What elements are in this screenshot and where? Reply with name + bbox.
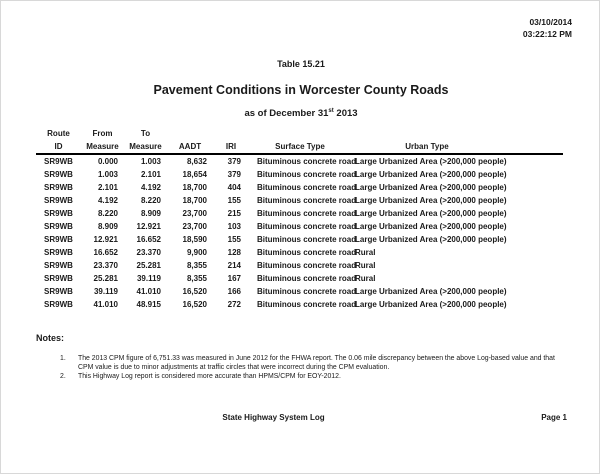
column-header-surface-type: Surface Type (249, 141, 351, 155)
table-cell: Large Urbanized Area (>200,000 people) (355, 222, 507, 231)
table-row (36, 168, 563, 181)
table-cell: 8,355 (186, 261, 207, 270)
column-header-spacer-4 (351, 128, 563, 141)
table-cell: Bituminous concrete road (257, 248, 357, 257)
table-row (36, 220, 563, 233)
table-header-row-2 (36, 141, 563, 155)
table-cell: 18,590 (182, 235, 207, 244)
table-cell: 23.370 (136, 248, 161, 257)
table-cell: 1.003 (140, 157, 161, 166)
table-row (36, 154, 563, 168)
table-cell: Bituminous concrete road (257, 183, 357, 192)
table-cell: 404 (227, 183, 241, 192)
table-cell: 4.192 (140, 183, 161, 192)
table-cell: SR9WB (44, 248, 73, 257)
column-header-urban-type: Urban Type (351, 141, 563, 155)
table-cell: 379 (227, 157, 241, 166)
table-cell: SR9WB (44, 274, 73, 283)
table-row (36, 259, 563, 272)
subtitle-prefix: as of December 31 (244, 108, 329, 119)
table-cell: 214 (227, 261, 241, 270)
table-cell: Bituminous concrete road (257, 209, 357, 218)
table-cell: Large Urbanized Area (>200,000 people) (355, 300, 507, 309)
table-cell: SR9WB (44, 157, 73, 166)
table-cell: 23,700 (182, 222, 207, 231)
table-cell: 4.192 (97, 196, 118, 205)
column-header-route-line2: ID (36, 141, 81, 155)
table-cell: Bituminous concrete road (257, 274, 357, 283)
note-item (60, 354, 566, 372)
table-cell: 25.281 (136, 261, 161, 270)
footer-page-number: Page 1 (541, 413, 567, 422)
table-cell: 8,632 (186, 157, 207, 166)
column-header-spacer-2 (213, 128, 249, 141)
table-cell: 16.652 (136, 235, 161, 244)
table-cell: Bituminous concrete road (257, 287, 357, 296)
print-datetime (523, 17, 572, 40)
table-cell: 18,700 (182, 196, 207, 205)
note-text: This Highway Log report is considered more accurate than HPMS/CPM for EOY-2012. (78, 373, 341, 380)
table-cell: 16,520 (182, 287, 207, 296)
table-cell: Bituminous concrete road (257, 300, 357, 309)
table-cell: Large Urbanized Area (>200,000 people) (355, 287, 507, 296)
table-cell: SR9WB (44, 222, 73, 231)
column-header-route-line1: Route (47, 129, 70, 138)
table-header (36, 128, 563, 154)
table-cell: SR9WB (44, 300, 73, 309)
table-cell: Rural (355, 274, 376, 283)
table-cell: 41.010 (93, 300, 118, 309)
table-cell: Large Urbanized Area (>200,000 people) (355, 235, 507, 244)
footer-document-title: State Highway System Log (222, 413, 325, 422)
table-cell: 25.281 (93, 274, 118, 283)
table-cell: 8.909 (140, 209, 161, 218)
table-cell: 16,520 (182, 300, 207, 309)
table-row (36, 207, 563, 220)
print-time: 03:22:12 PM (522, 28, 572, 39)
table-cell: 39.119 (93, 287, 118, 296)
table-cell: Bituminous concrete road (257, 222, 357, 231)
table-cell: 1.003 (97, 170, 118, 179)
table-header-row-1 (36, 128, 563, 141)
report-subtitle (1, 108, 600, 119)
subtitle-suffix: 2013 (333, 108, 358, 119)
table-cell: 103 (227, 222, 241, 231)
pavement-conditions-table (36, 128, 563, 311)
table-body (36, 154, 563, 311)
table-cell: SR9WB (44, 235, 73, 244)
table-row (36, 272, 563, 285)
table-row (36, 285, 563, 298)
table-cell: 379 (227, 170, 241, 179)
notes-heading: Notes: (36, 333, 65, 343)
column-header-from-line1: From (92, 129, 113, 138)
table-cell: 23,700 (182, 209, 207, 218)
table-cell: 167 (227, 274, 241, 283)
table-cell: Large Urbanized Area (>200,000 people) (355, 209, 507, 218)
table-cell: SR9WB (44, 196, 73, 205)
table-cell: Large Urbanized Area (>200,000 people) (355, 157, 507, 166)
column-header-aadt: AADT (167, 141, 213, 155)
table-cell: 166 (227, 287, 241, 296)
table-cell: 23.370 (93, 261, 118, 270)
table-cell: 8,355 (186, 274, 207, 283)
table-cell: Rural (355, 248, 376, 257)
column-header-spacer-3 (249, 128, 351, 141)
column-header-from-line2: Measure (81, 141, 124, 155)
table-cell: Bituminous concrete road (257, 157, 357, 166)
table-cell: 2.101 (140, 170, 161, 179)
notes-list (60, 354, 566, 381)
table-cell: 18,654 (182, 170, 207, 179)
table-cell: 12.921 (136, 222, 161, 231)
table-row (36, 194, 563, 207)
note-text: The 2013 CPM figure of 6,751.33 was measured in June 2012 for the FHWA report. The 0.06 mile discrepancy between the above Log-based value and that CPM value is due to minor adjustments at traffic circles that were incorrect during the CPM evaluation. (78, 355, 555, 371)
table-cell: 16.652 (93, 248, 118, 257)
table-cell: SR9WB (44, 183, 73, 192)
table-cell: 272 (227, 300, 241, 309)
table-cell: 128 (227, 248, 241, 257)
table-row (36, 181, 563, 194)
table-number-label: Table 15.21 (277, 59, 325, 69)
table-cell: 41.010 (136, 287, 161, 296)
note-number: 2. (60, 373, 66, 380)
table-cell: 8.220 (97, 209, 118, 218)
table-cell: Large Urbanized Area (>200,000 people) (355, 183, 507, 192)
table-cell: Large Urbanized Area (>200,000 people) (355, 196, 507, 205)
table-cell: 215 (227, 209, 241, 218)
note-number: 1. (60, 355, 66, 362)
table-cell: SR9WB (44, 261, 73, 270)
table-cell: Bituminous concrete road (257, 170, 357, 179)
table-cell: Large Urbanized Area (>200,000 people) (355, 170, 507, 179)
table-cell: SR9WB (44, 209, 73, 218)
table-cell: Rural (355, 261, 376, 270)
table-cell: Bituminous concrete road (257, 235, 357, 244)
table-cell: 12.921 (93, 235, 118, 244)
column-header-iri: IRI (213, 141, 249, 155)
table-row (36, 233, 563, 246)
table-cell: SR9WB (44, 287, 73, 296)
column-header-to-line1: To (140, 129, 151, 138)
table-cell: 0.000 (97, 157, 118, 166)
subtitle-superscript: st (328, 107, 334, 114)
table-cell: Bituminous concrete road (257, 196, 357, 205)
table-cell: 9,900 (186, 248, 207, 257)
column-header-to-line2: Measure (124, 141, 167, 155)
table-cell: 8.909 (97, 222, 118, 231)
table-cell: 155 (227, 235, 241, 244)
table-cell: 48.915 (136, 300, 161, 309)
table-cell: 39.119 (136, 274, 161, 283)
note-item (60, 372, 566, 381)
table-cell: 18,700 (182, 183, 207, 192)
report-title: Pavement Conditions in Worcester County Roads (153, 83, 449, 97)
table-cell: SR9WB (44, 170, 73, 179)
print-date: 03/10/2014 (529, 17, 572, 27)
table-cell: 2.101 (97, 183, 118, 192)
table-row (36, 298, 563, 311)
table-cell: 155 (227, 196, 241, 205)
table-row (36, 246, 563, 259)
table-cell: 8.220 (140, 196, 161, 205)
column-header-spacer-1 (167, 128, 213, 141)
table-cell: Bituminous concrete road (257, 261, 357, 270)
